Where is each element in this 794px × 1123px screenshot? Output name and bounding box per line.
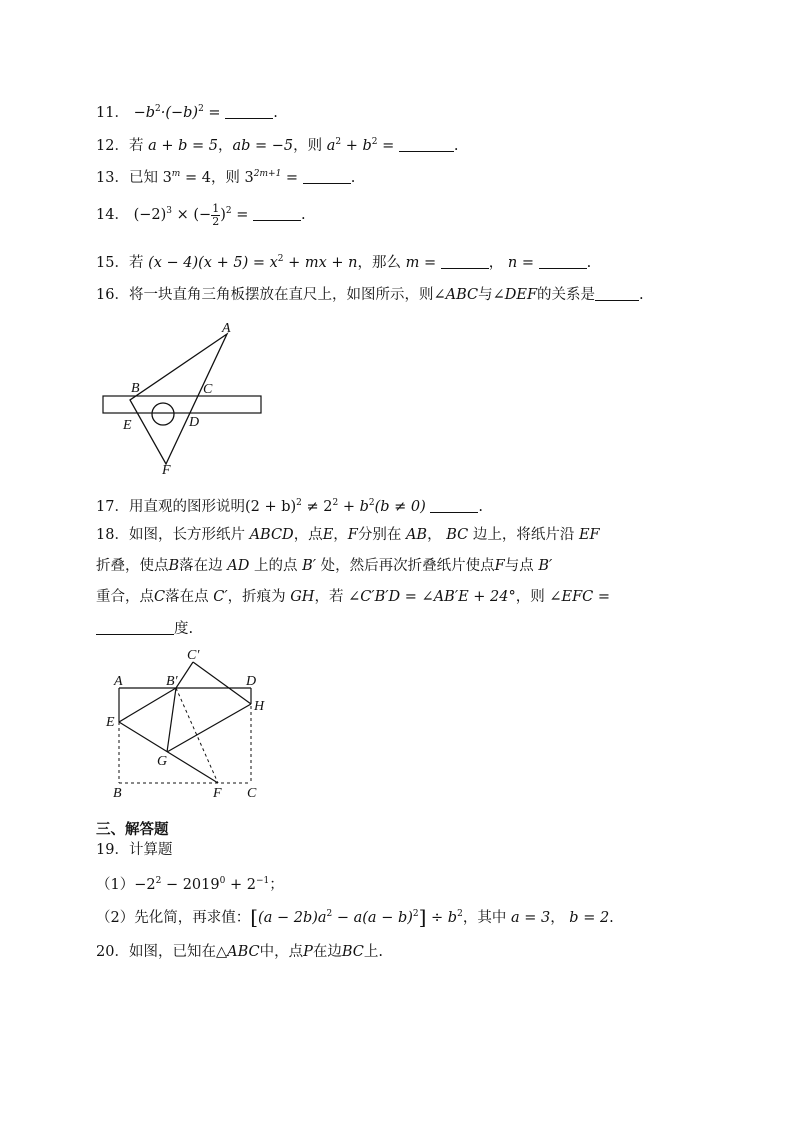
label-Bp: B′ [166, 674, 178, 689]
problem-18-line-2: 折叠，使点B落在边 AD 上的点 B′ 处，然后再次折叠纸片使点F与点 B′ [96, 558, 553, 574]
label-A: A [222, 321, 231, 336]
figure-16-triangle-ruler [96, 316, 276, 480]
answer-blank[interactable] [225, 104, 273, 119]
answer-blank[interactable] [430, 498, 478, 513]
fraction: $\frac{1}{2}$ [212, 201, 220, 228]
label-D: D [189, 415, 200, 430]
problem-14: 14． $(-2)^3$ × (− $\frac{1}{2}$ )$^2$ = . [96, 201, 306, 228]
problem-12: 12．若 a + b = 5，ab = −5，则 $a^2 + b^2$ = . [96, 137, 459, 154]
answer-blank[interactable] [96, 620, 174, 635]
segment-BpG [167, 688, 176, 752]
problem-11: 11． $-b^2\cdot(-b)^2$ = . [96, 104, 278, 121]
label-A: A [114, 674, 123, 689]
problem-16: 16．将一块直角三角板摆放在直尺上，如图所示，则∠ABC与∠DEF的关系是 . [96, 287, 644, 303]
label-F: F [213, 786, 222, 801]
section-heading: 三、解答题 [96, 822, 169, 838]
triangle [130, 334, 227, 464]
label-C: C [203, 382, 213, 397]
problem-18-line-4: 度. [96, 620, 193, 638]
fold-GH [167, 704, 251, 752]
problem-18-line-1: 18．如图，长方形纸片 ABCD，点E，F分别在 AB， BC 边上，将纸片沿 EF [96, 527, 600, 543]
label-C: C [247, 786, 257, 801]
label-B: B [113, 786, 122, 801]
ruler [103, 396, 261, 413]
answer-blank[interactable] [399, 137, 454, 152]
segment-EBp [119, 688, 176, 722]
problem-17: 17．用直观的图形说明$(2 + b)^2 \ne 2^2 + b^2(b \ne 0)$ . [96, 498, 484, 515]
triangle-hole [152, 403, 174, 425]
figure-18-folded-rectangle [96, 644, 276, 806]
problem-19-part-2: （2）先化简，再求值：$[(a - 2b)a^2 - a(a - b)^2] \div b^2$，其中 a = 3， b = 2. [96, 905, 614, 929]
answer-blank-n[interactable] [539, 254, 587, 269]
segment-CpH [193, 662, 251, 704]
answer-blank-m[interactable] [441, 254, 489, 269]
label-H: H [254, 699, 265, 714]
label-E: E [106, 715, 115, 730]
label-E: E [123, 418, 132, 433]
label-G: G [157, 754, 168, 769]
answer-blank[interactable] [595, 286, 639, 301]
segment-BpCp [176, 662, 193, 688]
label-Cp: C′ [187, 648, 200, 663]
label-B: B [131, 381, 140, 396]
problem-19-part-1: $(1)-2^2 - 2019^0 + 2^{-1}$； [96, 876, 284, 893]
label-D: D [246, 674, 257, 689]
problem-13: 13．已知 $3^m = 4$，则 $3^{2m+1}$ = . [96, 169, 356, 186]
label-F: F [162, 463, 171, 478]
problem-19: 19．计算题 [96, 842, 173, 858]
problem-18-line-3: 重合，点C落在点 C′，折痕为 GH，若 ∠C′B′D = ∠AB′E + 24°，则 ∠EFC = [96, 589, 611, 605]
answer-blank[interactable] [303, 169, 351, 184]
problem-15: 15．若 $(x - 4)(x + 5) = x^2$ + mx + n，那么 m = ， n = . [96, 254, 592, 271]
answer-blank[interactable] [253, 206, 301, 221]
problem-20: 20．如图，已知在△ABC中，点P在边BC上. [96, 944, 384, 960]
